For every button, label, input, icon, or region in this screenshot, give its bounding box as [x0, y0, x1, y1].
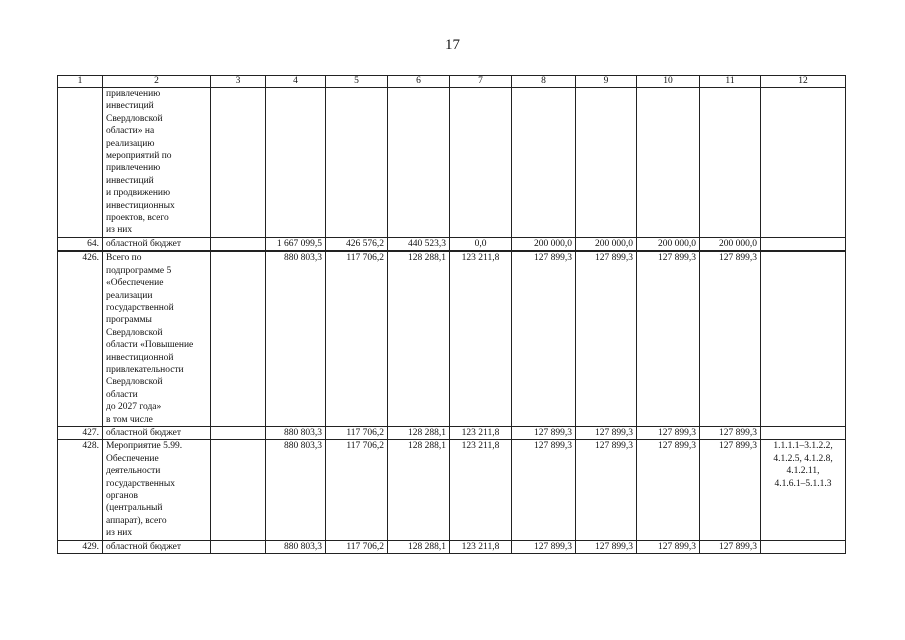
cell-c11: 127 899,3: [700, 440, 761, 540]
row-name-line: области «Повышение: [106, 340, 194, 351]
row-name-line: (центральный: [106, 503, 163, 514]
row-name-line: реализацию: [106, 138, 155, 149]
cell-c6: [388, 88, 450, 238]
row-number: 64.: [58, 237, 103, 251]
row-name-line: Свердловской: [106, 113, 163, 124]
cell-c9: 127 899,3: [576, 540, 637, 553]
cell-c5: 426 576,2: [326, 237, 388, 251]
cell-target-codes: [761, 426, 846, 439]
column-header: 11: [700, 76, 761, 88]
cell-c4: [266, 88, 326, 238]
cell-c7: 123 211,8: [450, 540, 512, 553]
cell-c10: 127 899,3: [637, 540, 700, 553]
row-name-line: инвестиционной: [106, 352, 174, 363]
cell-c5: [326, 88, 388, 238]
cell-c4: 880 803,3: [266, 440, 326, 540]
row-name-line: «Обеспечение: [106, 278, 164, 289]
row-name: [103, 440, 211, 540]
target-code-line: 4.1.2.11,: [786, 466, 820, 477]
column-header: 2: [103, 76, 211, 88]
cell-c10: [637, 88, 700, 238]
table-row: [58, 540, 846, 553]
cell-c7: [450, 88, 512, 238]
table-row: [58, 251, 846, 426]
column-header: 7: [450, 76, 512, 88]
cell-c8: 127 899,3: [512, 251, 576, 426]
cell-c8: 127 899,3: [512, 426, 576, 439]
cell-c10: 127 899,3: [637, 426, 700, 439]
cell-c9: 200 000,0: [576, 237, 637, 251]
row-name-line: из них: [106, 225, 133, 236]
cell-c10: 200 000,0: [637, 237, 700, 251]
row-name-line: органов: [106, 491, 138, 501]
column-header: 1: [58, 76, 103, 88]
table-row: [58, 237, 846, 251]
row-name-line: областной бюджет: [106, 541, 182, 552]
cell-col-3: [211, 237, 266, 251]
cell-target-codes: [761, 440, 846, 540]
cell-c9: 127 899,3: [576, 440, 637, 540]
cell-c4: 880 803,3: [266, 540, 326, 553]
cell-col-3: [211, 440, 266, 540]
cell-c11: 127 899,3: [700, 426, 761, 439]
cell-c9: 127 899,3: [576, 426, 637, 439]
table-row: [58, 426, 846, 439]
column-header: 6: [388, 76, 450, 88]
row-name-line: проектов, всего: [106, 213, 169, 224]
column-header: 9: [576, 76, 637, 88]
column-header: 3: [211, 76, 266, 88]
row-name: [103, 426, 211, 439]
row-name-line: в том числе: [106, 414, 153, 425]
column-header: 10: [637, 76, 700, 88]
cell-target-codes: [761, 88, 846, 238]
cell-c4: 880 803,3: [266, 426, 326, 439]
table-header-row: [58, 76, 846, 88]
row-name-line: привлечению: [106, 89, 161, 99]
cell-c11: 200 000,0: [700, 237, 761, 251]
cell-c6: 128 288,1: [388, 251, 450, 426]
row-name-line: Обеспечение: [106, 453, 159, 464]
cell-c7: 0,0: [450, 237, 512, 251]
cell-c4: 880 803,3: [266, 251, 326, 426]
row-name-line: Мероприятие 5.99.: [106, 441, 183, 452]
cell-c11: 127 899,3: [700, 251, 761, 426]
row-number: 428.: [58, 440, 103, 540]
row-name-line: Свердловской: [106, 377, 163, 388]
cell-c9: [576, 88, 637, 238]
row-name-line: привлечению: [106, 163, 161, 174]
table-row: [58, 88, 846, 238]
cell-c7: 123 211,8: [450, 440, 512, 540]
row-name-line: до 2027 года»: [106, 402, 162, 413]
cell-c6: 128 288,1: [388, 440, 450, 540]
cell-col-3: [211, 426, 266, 439]
row-name-line: реализации: [106, 290, 153, 301]
row-name-line: области» на: [106, 126, 155, 137]
budget-table: [57, 75, 846, 554]
column-header: 8: [512, 76, 576, 88]
column-header: 5: [326, 76, 388, 88]
target-code-line: 4.1.2.5, 4.1.2.8,: [773, 453, 833, 464]
cell-c6: 128 288,1: [388, 540, 450, 553]
row-name-line: области: [106, 389, 138, 400]
column-header: 4: [266, 76, 326, 88]
column-header: 12: [761, 76, 846, 88]
row-name-line: деятельности: [106, 466, 161, 477]
cell-c10: 127 899,3: [637, 251, 700, 426]
cell-col-3: [211, 540, 266, 553]
cell-c10: 127 899,3: [637, 440, 700, 540]
cell-c6: 128 288,1: [388, 426, 450, 439]
cell-c7: 123 211,8: [450, 426, 512, 439]
cell-c8: 127 899,3: [512, 440, 576, 540]
row-name-line: программы: [106, 315, 152, 326]
row-name-line: мероприятий по: [106, 151, 172, 162]
row-name-line: государственных: [106, 478, 176, 489]
row-name: [103, 237, 211, 251]
row-name-line: областной бюджет: [106, 427, 182, 438]
row-number: 427.: [58, 426, 103, 439]
cell-target-codes: [761, 540, 846, 553]
row-name-line: привлекательности: [106, 364, 184, 375]
cell-c7: 123 211,8: [450, 251, 512, 426]
target-code-line: 1.1.1.1–3.1.2.2,: [773, 441, 833, 452]
row-number: 429.: [58, 540, 103, 553]
cell-c5: 117 706,2: [326, 426, 388, 439]
row-name-line: Всего по: [106, 253, 142, 264]
cell-c5: 117 706,2: [326, 440, 388, 540]
target-code-line: 4.1.6.1–5.1.1.3: [774, 478, 832, 489]
cell-c8: [512, 88, 576, 238]
row-name-line: государственной: [106, 302, 174, 313]
row-name-line: инвестиций: [106, 101, 154, 112]
cell-c8: 200 000,0: [512, 237, 576, 251]
cell-target-codes: [761, 237, 846, 251]
row-name-line: аппарат), всего: [106, 515, 167, 526]
row-number: 426.: [58, 251, 103, 426]
cell-c6: 440 523,3: [388, 237, 450, 251]
row-name: [103, 88, 211, 238]
cell-c11: 127 899,3: [700, 540, 761, 553]
row-name-line: инвестиций: [106, 175, 154, 186]
row-name-line: областной бюджет: [106, 238, 182, 249]
row-name-line: подпрограмме 5: [106, 265, 172, 276]
page-number: 17: [445, 37, 460, 53]
cell-target-codes: [761, 251, 846, 426]
cell-c4: 1 667 099,5: [266, 237, 326, 251]
cell-col-3: [211, 251, 266, 426]
cell-c8: 127 899,3: [512, 540, 576, 553]
row-name-line: инвестиционных: [106, 200, 175, 211]
cell-c5: 117 706,2: [326, 251, 388, 426]
row-name: [103, 251, 211, 426]
cell-c11: [700, 88, 761, 238]
cell-c9: 127 899,3: [576, 251, 637, 426]
row-name-line: и продвижению: [106, 188, 171, 199]
row-number: [58, 88, 103, 238]
row-name: [103, 540, 211, 553]
cell-c5: 117 706,2: [326, 540, 388, 553]
row-name-line: Свердловской: [106, 327, 163, 338]
table-row: [58, 440, 846, 540]
cell-col-3: [211, 88, 266, 238]
row-name-line: из них: [106, 528, 133, 539]
